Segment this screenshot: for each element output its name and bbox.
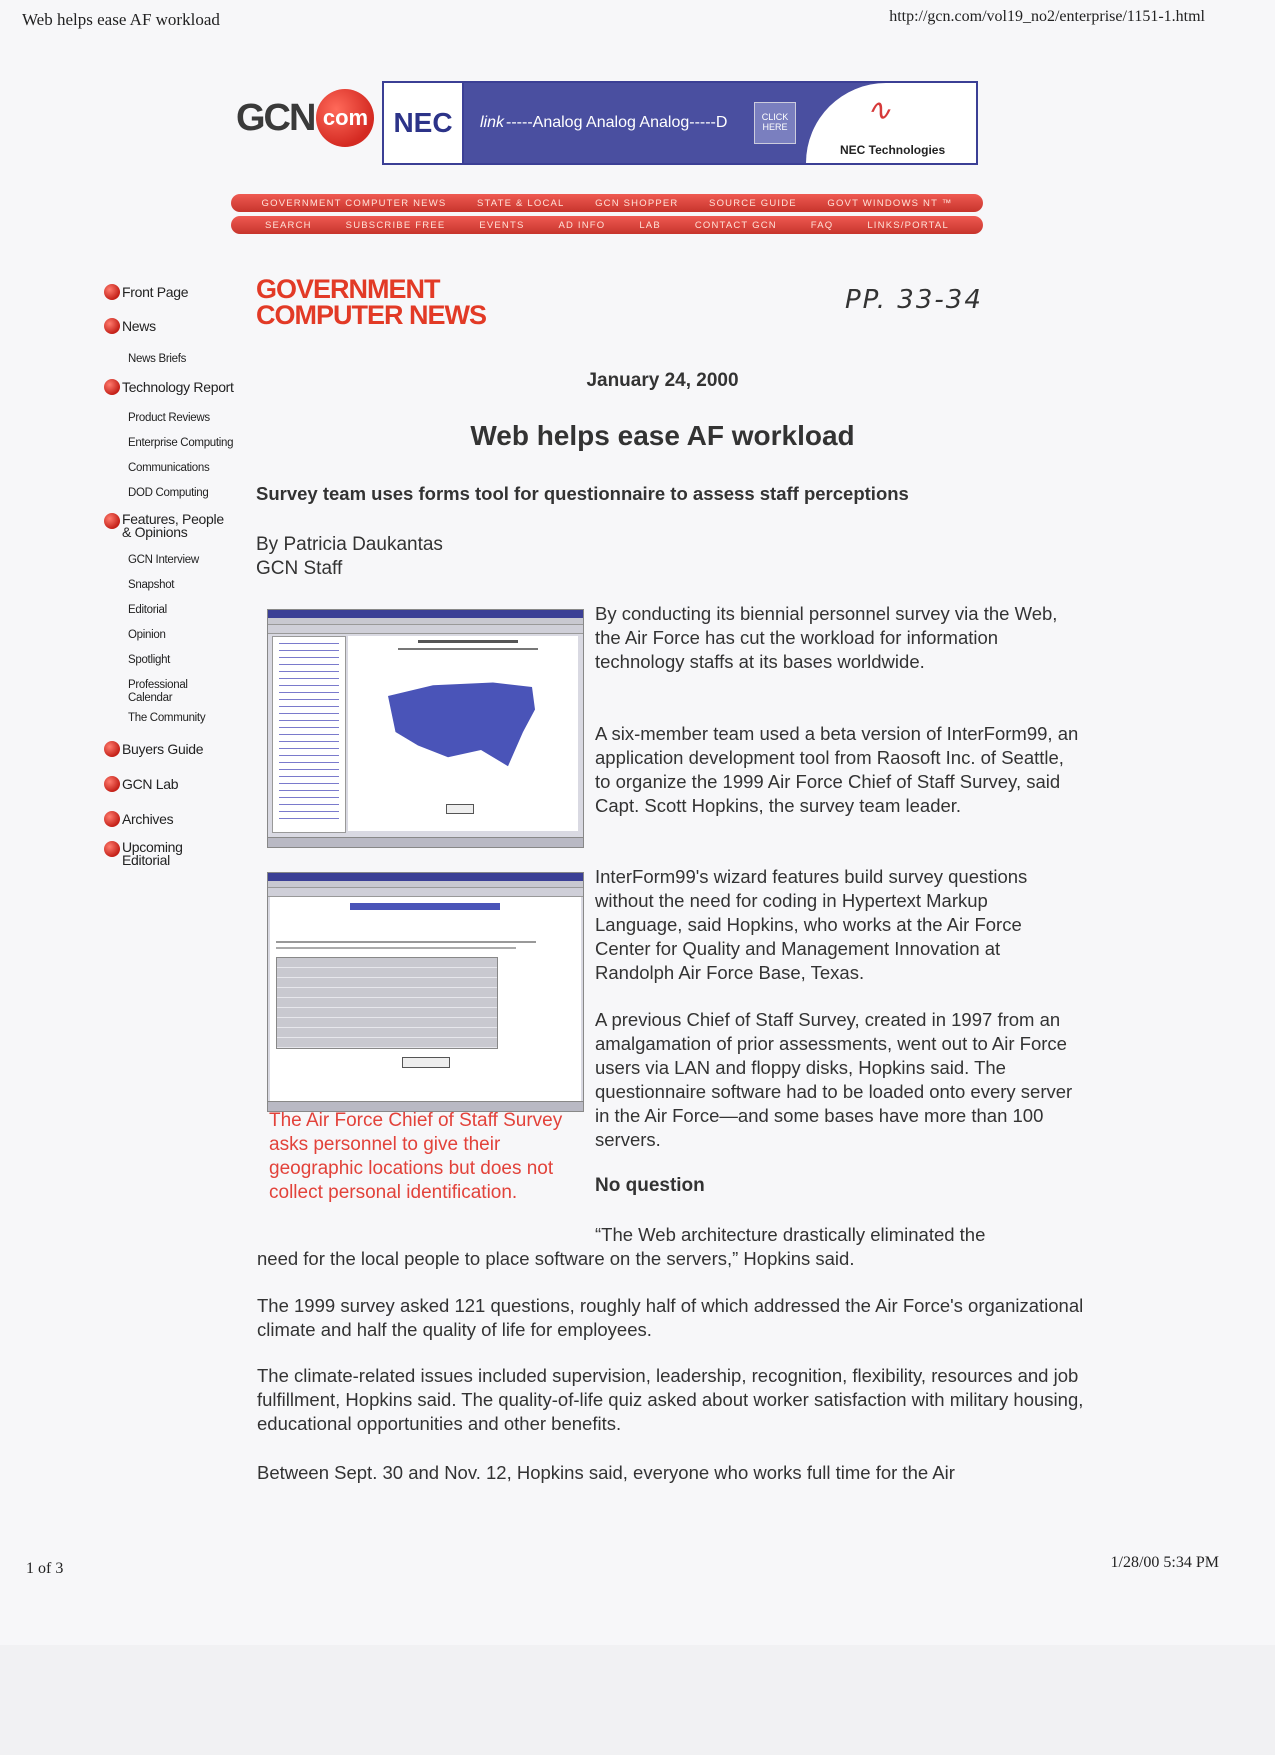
sidebar-label: Archives — [122, 811, 174, 827]
screenshot-menubar — [268, 618, 583, 625]
nec-swoosh-icon: ∿ — [866, 94, 892, 127]
screenshot-heading — [418, 640, 518, 643]
screenshot-form-text — [276, 947, 516, 949]
print-header-title: Web helps ease AF workload — [22, 10, 220, 29]
nec-logo: NEC — [384, 83, 464, 163]
handwritten-page-note: PP. 33-34 — [845, 285, 983, 315]
screenshot-map-pane — [348, 636, 578, 831]
nav-search[interactable]: SEARCH — [264, 219, 312, 231]
article-paragraph: Between Sept. 30 and Nov. 12, Hopkins said, everyone who works full time for the Air — [257, 1462, 955, 1483]
screenshot-instructions — [398, 648, 538, 650]
article-subhead: No question — [595, 1175, 705, 1196]
screenshot-form-header — [350, 903, 500, 910]
red-bullet-icon — [104, 811, 120, 827]
banner-prefix: link — [480, 114, 505, 131]
sidebar-label: News — [122, 318, 156, 334]
nav-contact[interactable]: CONTACT GCN — [694, 219, 777, 231]
nec-technologies-text: NEC Technologies — [840, 143, 946, 157]
article-paragraph: By conducting its biennial personnel survey via the Web, the Air Force has cut the workload for information technology staffs at its bases worldwide. — [595, 603, 1058, 672]
image-caption: The Air Force Chief of Staff Survey asks personnel to give their geographic locations but does not collect personal identification. — [269, 1110, 563, 1203]
sidebar-label: Professional Calendar — [128, 679, 188, 704]
top-nav-bar — [231, 194, 983, 212]
sidebar-item-buyers-guide[interactable] — [104, 741, 203, 757]
gcn-logo-dot: com — [316, 89, 374, 147]
print-footer-datetime: 1/28/00 5:34 PM — [1110, 1554, 1219, 1571]
sidebar-item-features[interactable] — [104, 513, 234, 539]
article-paragraph-cont: need for the local people to place software on the servers,” Hopkins said. — [257, 1248, 855, 1269]
article-paragraph: The climate-related issues included supervision, leadership, recognition, flexibility, resources and job fulfillment, Hopkins said. The quality-of-life quiz asked about worker satisfaction with military housing, educational opportunities and other benefits. — [257, 1365, 1084, 1434]
article-paragraph: The 1999 survey asked 121 questions, roughly half of which addressed the Air Force's organizational climate and half the quality of life for employees. — [257, 1295, 1084, 1340]
secondary-nav-bar — [231, 216, 983, 234]
masthead-line2: COMPUTER NEWS — [256, 300, 486, 330]
sidebar-item-front-page[interactable] — [104, 284, 188, 300]
author-name: By Patricia Daukantas — [256, 534, 443, 555]
us-map-image — [388, 678, 538, 768]
nav-subscribe[interactable]: SUBSCRIBE FREE — [345, 219, 446, 231]
article-date: January 24, 2000 — [586, 370, 739, 391]
banner-tagline-area — [464, 83, 754, 163]
screenshot-state-list — [272, 636, 346, 833]
screenshot-titlebar — [268, 610, 583, 618]
sidebar-item-archives[interactable] — [104, 811, 173, 827]
sidebar-item-communications[interactable]: Communications — [128, 462, 210, 474]
screenshot-form-buttons — [402, 1057, 450, 1068]
screenshot-menubar — [268, 881, 583, 888]
byline — [256, 533, 443, 581]
sidebar-label: Upcoming Editorial — [122, 839, 183, 868]
survey-map-screenshot — [267, 609, 584, 848]
sidebar-label: Technology Report — [122, 379, 234, 395]
sidebar-item-gcn-lab[interactable] — [104, 776, 178, 792]
print-header-url[interactable]: http://gcn.com/vol19_no2/enterprise/1151-1.html — [889, 8, 1205, 25]
article-deck: Survey team uses forms tool for questionnaire to assess staff perceptions — [256, 483, 909, 504]
screenshot-titlebar — [268, 873, 583, 881]
sidebar-label: Features, People & Opinions — [122, 511, 224, 540]
sidebar-item-community[interactable]: The Community — [128, 712, 206, 724]
sidebar-item-upcoming-editorial[interactable] — [104, 841, 202, 867]
sidebar-item-opinion[interactable]: Opinion — [128, 629, 166, 641]
article-headline: Web helps ease AF workload — [470, 420, 855, 451]
nec-ad-banner[interactable] — [382, 81, 978, 165]
screenshot-taskbar — [268, 837, 583, 847]
banner-click-area — [754, 83, 806, 163]
screenshot-toolbar — [268, 888, 583, 897]
nec-technologies-logo — [806, 83, 976, 163]
author-role: GCN Staff — [256, 558, 343, 579]
nav-links-portal[interactable]: LINKS/PORTAL — [867, 219, 949, 231]
red-bullet-icon — [104, 284, 120, 300]
sidebar-item-news-briefs[interactable]: News Briefs — [128, 353, 187, 365]
sidebar-label: Buyers Guide — [122, 741, 204, 757]
gcn-logo[interactable] — [236, 88, 374, 148]
sidebar-item-gcn-interview[interactable]: GCN Interview — [128, 554, 199, 566]
red-bullet-icon — [104, 513, 120, 529]
nav-lab[interactable]: LAB — [639, 219, 661, 231]
screenshot-toolbar — [268, 625, 583, 634]
nav-govt-windows-nt[interactable]: GOVT WINDOWS NT ™ — [827, 197, 953, 209]
sidebar-item-editorial[interactable]: Editorial — [128, 604, 167, 616]
screenshot-form-table — [276, 957, 498, 1049]
sidebar-item-enterprise-computing[interactable]: Enterprise Computing — [128, 437, 234, 449]
article-paragraph: A six-member team used a beta version of InterForm99, an application development tool from Raosoft Inc. of Seattle, to organize the 1999 Air Force Chief of Staff Survey, said Capt. Scott Hopkins, the survey team leader. — [595, 723, 1079, 816]
nav-gcn[interactable]: GOVERNMENT COMPUTER NEWS — [261, 197, 447, 209]
sidebar-item-news[interactable] — [104, 318, 156, 334]
government-computer-news-logo[interactable] — [256, 276, 486, 328]
sidebar-item-product-reviews[interactable]: Product Reviews — [128, 412, 210, 424]
banner-tagline: -----Analog Analog Analog-----D — [506, 114, 728, 131]
sidebar-item-snapshot[interactable]: Snapshot — [128, 579, 175, 591]
sidebar-item-professional-calendar[interactable] — [128, 679, 208, 705]
nav-events[interactable]: EVENTS — [479, 219, 525, 231]
red-bullet-icon — [104, 776, 120, 792]
sidebar-label: Front Page — [122, 284, 189, 300]
screenshot-form-page — [270, 897, 581, 1101]
article-paragraph: InterForm99's wizard features build survey questions without the need for coding in Hypertext Markup Language, said Hopkins, who works at the Air Force Center for Quality and Management Innovation at Randolph Air Force Base, Texas. — [595, 866, 1028, 983]
click-here-button[interactable]: CLICK HERE — [754, 102, 796, 144]
article-paragraph-start: “The Web architecture drastically eliminated the — [595, 1224, 986, 1245]
screenshot-button — [446, 804, 474, 814]
screenshot-form-text — [276, 941, 536, 943]
sidebar-item-dod-computing[interactable]: DOD Computing — [128, 487, 209, 499]
survey-form-screenshot — [267, 872, 584, 1112]
nav-source-guide[interactable]: SOURCE GUIDE — [709, 197, 797, 209]
sidebar-label: GCN Lab — [122, 776, 179, 792]
gcn-logo-text: GCN — [236, 96, 315, 139]
red-bullet-icon — [104, 841, 120, 857]
masthead-line1: GOVERNMENT — [256, 274, 440, 304]
nav-ad-info[interactable]: AD INFO — [558, 219, 606, 231]
nav-faq[interactable]: FAQ — [810, 219, 834, 231]
nav-state-local[interactable]: STATE & LOCAL — [476, 197, 565, 209]
article-paragraph: A previous Chief of Staff Survey, created in 1997 from an amalgamation of prior assessments, went out to Air Force users via LAN and floppy disks, Hopkins said. The questionnaire software had to be loaded onto every server in the Air Force—and some bases have more than 100 servers. — [595, 1009, 1073, 1150]
red-bullet-icon — [104, 741, 120, 757]
nav-gcn-shopper[interactable]: GCN SHOPPER — [595, 197, 679, 209]
print-footer-page: 1 of 3 — [26, 1560, 64, 1577]
sidebar-item-spotlight[interactable]: Spotlight — [128, 654, 171, 666]
red-bullet-icon — [104, 318, 120, 334]
